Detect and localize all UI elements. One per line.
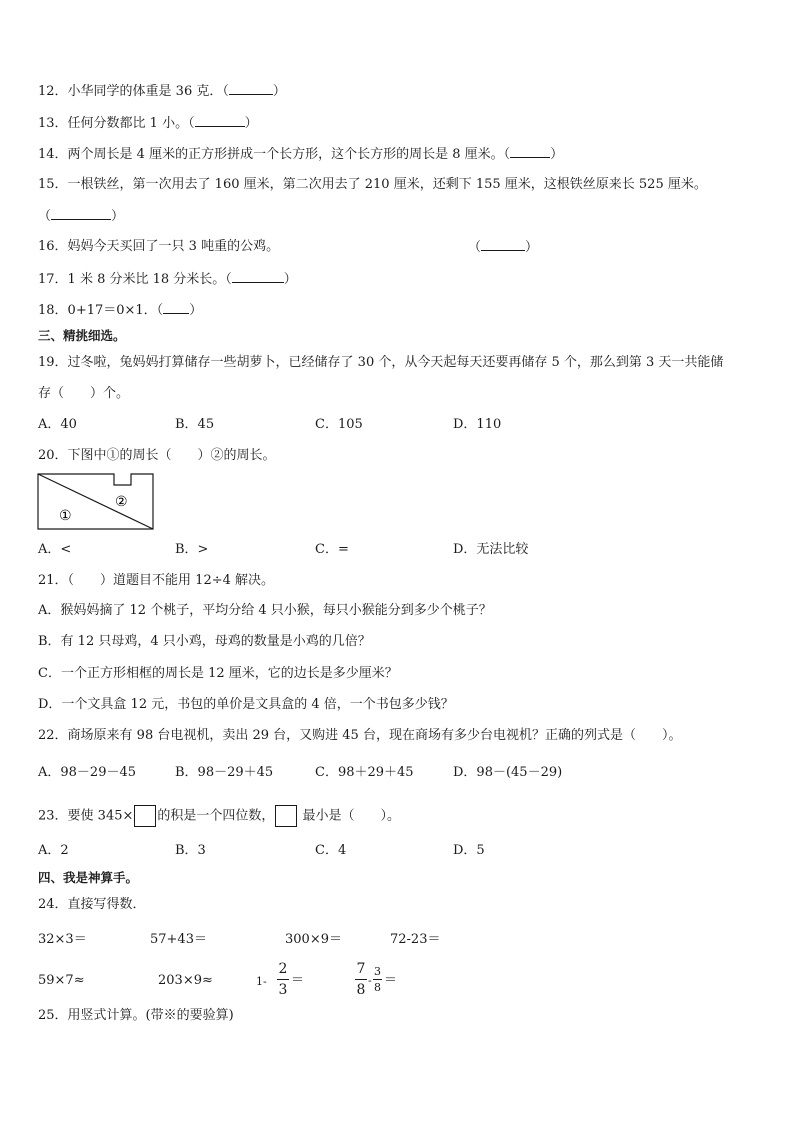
option-b[interactable]: B．有 12 只母鸡，4 只小鸡，母鸡的数量是小鸡的几倍？ bbox=[38, 634, 371, 649]
answer-blank[interactable] bbox=[195, 114, 245, 127]
calc-item: 300×9＝ bbox=[285, 932, 342, 947]
question-13: 13．任何分数都比 1 小。（ ） bbox=[38, 116, 258, 131]
question-14: 14．两个周长是 4 厘米的正方形拼成一个长方形，这个长方形的周长是 8 厘米。（ ） bbox=[38, 147, 564, 162]
fraction-denominator: 8 bbox=[356, 982, 366, 998]
blank-box[interactable] bbox=[275, 805, 297, 827]
question-15 bbox=[38, 176, 707, 194]
question-16-text: 16．妈妈今天买回了一只 3 吨重的公鸡。 bbox=[38, 239, 280, 254]
question-25: 25．用竖式计算。(带※的要验算) bbox=[38, 1008, 234, 1023]
calc-item: 59×7≈ bbox=[38, 973, 85, 988]
fraction-numerator: 7 bbox=[356, 961, 366, 977]
section-heading-3: 三、精挑细选。 bbox=[38, 328, 126, 343]
answer-blank[interactable] bbox=[481, 238, 525, 251]
fraction-bar bbox=[355, 979, 367, 980]
question-13-text: 13．任何分数都比 1 小。（ bbox=[38, 116, 195, 131]
perimeter-figure bbox=[37, 473, 155, 531]
answer-blank[interactable] bbox=[163, 301, 189, 314]
question-17-text: 17．1 米 8 分米比 18 分米长。（ bbox=[38, 272, 232, 287]
region-1-label: ① bbox=[59, 508, 72, 524]
option-b[interactable]: B．45 bbox=[175, 417, 215, 432]
fraction-numerator: 3 bbox=[374, 965, 381, 978]
option-d[interactable]: D．98－(45－29) bbox=[453, 765, 563, 780]
fraction-denominator: 3 bbox=[278, 982, 288, 998]
option-c[interactable]: C．= bbox=[315, 542, 349, 557]
calc-item: 203×9≈ bbox=[158, 973, 213, 988]
option-c[interactable]: C．98＋29＋45 bbox=[315, 765, 414, 780]
question-19-line1: 19．过冬啦，兔妈妈打算储存一些胡萝卜，已经储存了 30 个，从今天起每天还要再储存 5 个，那么到第 3 天一共能储 bbox=[38, 355, 724, 370]
calc-item: 32×3＝ bbox=[38, 932, 87, 947]
question-17: 17．1 米 8 分米比 18 分米长。（ ） bbox=[38, 272, 297, 287]
question-19-line2: 存（ ）个。 bbox=[38, 386, 130, 401]
option-d[interactable]: D．5 bbox=[453, 843, 485, 858]
option-d[interactable]: D．110 bbox=[453, 417, 502, 432]
option-a[interactable]: A．40 bbox=[38, 417, 77, 432]
calc-item: 57+43＝ bbox=[150, 932, 207, 947]
figure-diagonal bbox=[38, 474, 153, 529]
question-16-answer: （ ） bbox=[468, 240, 539, 255]
option-b[interactable]: B．98－29＋45 bbox=[175, 765, 274, 780]
question-18-text: 18．0+17＝0×1．（ bbox=[38, 303, 164, 318]
question-18: 18．0+17＝0×1．（ ） bbox=[38, 303, 203, 318]
answer-blank[interactable] bbox=[232, 270, 284, 283]
fraction-numerator: 2 bbox=[278, 961, 288, 977]
region-2-label: ② bbox=[115, 494, 128, 510]
question-20: 20．下图中①的周长（ ）②的周长。 bbox=[38, 448, 276, 463]
question-12: 12．小华同学的体重是 36 克．（ ） bbox=[38, 84, 286, 99]
question-24: 24．直接写得数． bbox=[38, 897, 146, 912]
question-16 bbox=[38, 238, 279, 256]
option-d[interactable]: D．一个文具盒 12 元，书包的单价是文具盒的 4 倍，一个书包多少钱？ bbox=[38, 697, 454, 712]
option-c[interactable]: C．4 bbox=[315, 843, 347, 858]
question-15-text: 15．一根铁丝，第一次用去了 160 厘米，第二次用去了 210 厘米，还剩下 155 厘米，这根铁丝原来长 525 厘米。 bbox=[38, 177, 707, 192]
section-heading-4: 四、我是神算手。 bbox=[38, 870, 139, 885]
option-a[interactable]: A．2 bbox=[38, 843, 69, 858]
option-b[interactable]: B．3 bbox=[175, 843, 206, 858]
option-a[interactable]: A．猴妈妈摘了 12 个桃子，平均分给 4 只小猴，每只小猴能分到多少个桃子？ bbox=[38, 603, 492, 618]
fraction-bar bbox=[277, 979, 289, 980]
option-a[interactable]: A．< bbox=[38, 542, 72, 557]
question-15-answer: （ ） bbox=[38, 209, 125, 224]
calc-item: 72-23＝ bbox=[390, 932, 441, 947]
option-a[interactable]: A．98－29－45 bbox=[38, 765, 137, 780]
question-22: 22．商场原来有 98 台电视机，卖出 29 台，又购进 45 台，现在商场有多少台电视机？正确的列式是（ ）。 bbox=[38, 728, 682, 743]
option-d[interactable]: D．无法比较 bbox=[453, 542, 529, 557]
answer-blank[interactable] bbox=[510, 145, 550, 158]
question-12-text: 12．小华同学的体重是 36 克．（ bbox=[38, 84, 229, 99]
fraction-denominator: 8 bbox=[374, 981, 381, 994]
option-c[interactable]: C．105 bbox=[315, 417, 363, 432]
question-21: 21．（ ）道题目不能用 12÷4 解决。 bbox=[38, 573, 275, 588]
question-23: 23．要使 345× 的积是一个四位数， 最小是（ ）。 bbox=[38, 805, 400, 827]
option-b[interactable]: B．> bbox=[175, 542, 209, 557]
question-14-text: 14．两个周长是 4 厘米的正方形拼成一个长方形，这个长方形的周长是 8 厘米。（ bbox=[38, 147, 511, 162]
blank-box[interactable] bbox=[134, 805, 156, 827]
option-c[interactable]: C．一个正方形相框的周长是 12 厘米，它的边长是多少厘米？ bbox=[38, 666, 398, 681]
answer-blank[interactable] bbox=[51, 207, 111, 220]
answer-blank[interactable] bbox=[229, 82, 273, 95]
